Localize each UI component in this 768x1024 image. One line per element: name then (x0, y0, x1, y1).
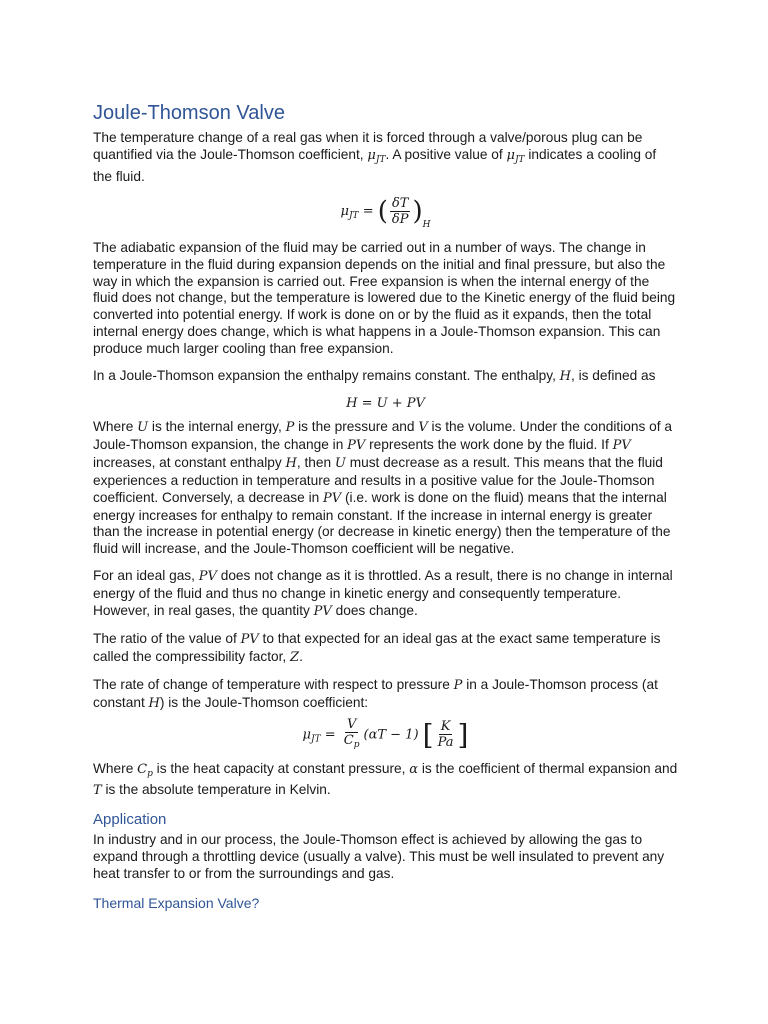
page-title: Joule-Thomson Valve (93, 102, 285, 124)
paragraph-rate-of-change: The rate of change of temperature with respect to pressure P in a Joule-Thomson process (at constant H) is the Joule-Thomson coefficient: (93, 676, 658, 711)
paragraph-adiabatic: The adiabatic expansion of the fluid may be carried out in a number of ways. The change in temperature in the fluid during expansion depends on the initial and final pressure, but also the way in which the expansion is carried out. Free expansion is when the internal energy of the fluid does not change, but the temperature is lowered due to the Kinetic energy of the fluid being converted into potential energy. If work is done on or by the fluid as it expands, then the total internal energy does change, which is what happens in a Joule-Thomson expansion. This can produce much larger cooling than free expansion. (93, 239, 676, 357)
paragraph-internal-energy: Where U is the internal energy, P is the pressure and V is the volume. Under the conditions of a Joule-Thomson expansion, the change in PV represents the work done by the fluid. If PV increases, at constant enthalpy H, then U must decrease as a result. This means that the fluid experiences a reduction in temperature and results in a positive value for the Joule-Thomson coefficient. Conversely, a decrease in PV (i.e. work is done on the fluid) means that the internal energy increases for enthalpy to remain constant. If the increase in internal energy is greater than the increase in potential energy (or decrease in kinetic energy) then the temperature of the fluid will increase, and the Joule-Thomson coefficient will be negative. (93, 418, 672, 557)
paragraph-compressibility: The ratio of the value of PV to that expected for an ideal gas at the exact same temperature is called the compressibility factor, Z. (93, 630, 661, 665)
text: indicates a cooling of the fluid. (93, 146, 657, 184)
paragraph-intro (93, 130, 678, 186)
equation-jt-definition: $\mu_{JT}$ = ( $\frac{\delta T}{\delta P}$ )$_H$ (340, 195, 431, 230)
paragraph-enthalpy: In a Joule-Thomson expansion the enthalpy remains constant. The enthalpy, H, is defined as (93, 368, 656, 385)
text: . A positive value of (385, 146, 507, 162)
equation-jt-coefficient: $\mu_{JT}$ = $\frac{V}{C_p}$ (αT − 1) [ $\frac{K}{Pa}$ ] (302, 716, 469, 752)
heading-thermal-expansion-valve: Thermal Expansion Valve? (93, 895, 260, 912)
document-page (93, 100, 678, 913)
math-mu-jt: $\mu_{JT}$ (367, 147, 386, 165)
text: The temperature change of a real gas when it is forced through a valve/porous plug can be quantified via the Joule-Thomson coefficient, (93, 130, 643, 162)
equation-enthalpy: H = U + PV (346, 395, 425, 411)
paragraph-application: In industry and in our process, the Joule-Thomson effect is achieved by allowing the gas to expand through a throttling device (usually a valve). This must be well insulated to prevent any heat transfer to or from the surroundings and gas. (93, 832, 665, 882)
paragraph-ideal-gas: For an ideal gas, PV does not change as it is throttled. As a result, there is no change in internal energy of the fluid and thus no change in kinetic energy and consequently temperature. However, in real gases, the quantity PV does change. (93, 568, 673, 620)
paragraph-heat-capacity: Where $C_p$ is the heat capacity at constant pressure, α is the coefficient of thermal expansion and T is the absolute temperature in Kelvin. (93, 760, 678, 799)
math-mu-jt: $\mu_{JT}$ (506, 147, 525, 165)
heading-application: Application (93, 811, 167, 829)
